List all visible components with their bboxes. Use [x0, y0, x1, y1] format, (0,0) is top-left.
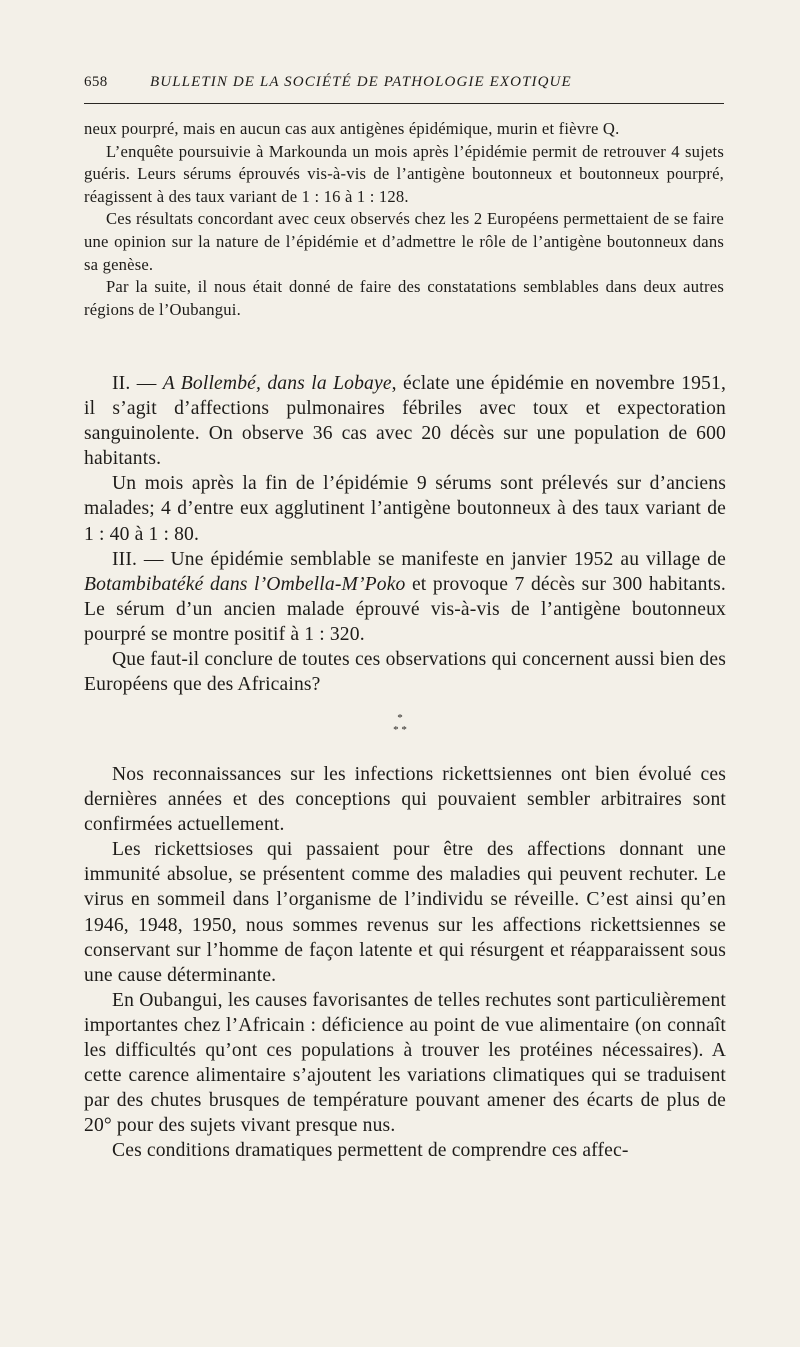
section-3-paragraph: [84, 547, 726, 647]
section-2-place: A Bollembé, dans la Lobaye: [162, 373, 392, 394]
separator-bottom: * *: [393, 724, 407, 736]
paragraph: Par la suite, il nous était donné de faire des constatations semblables dans deux autres régions de l’Oubangui.: [84, 277, 724, 319]
page-number: 658: [84, 74, 108, 90]
paragraph: Les rickettsioses qui passaient pour être des affections donnant une immunité absolue, se présentent comme des maladies qui peuvent rechuter. Le virus en sommeil dans l’organisme de l’individu se réveille. C’est ainsi qu’en 1946, 1948, 1950, nous sommes revenus sur les affections rickettsiennes se conservant sur l’homme de façon latente et qui résurgent et réapparaissent sous une cause déterminante.: [84, 839, 726, 986]
paragraph: Nos reconnaissances sur les infections rickettsiennes ont bien évolué ces dernières années et des conceptions qui pouvaient sembler arbitraires sont confirmées actuellement.: [84, 764, 726, 836]
section-2-lead: II. —: [112, 373, 163, 394]
paragraph: En Oubangui, les causes favorisantes de telles rechutes sont particulièrement importantes chez l’Africain : déficience au point de vue alimentaire (on connaît les difficultés qu’ont ces populations à trouver les protéines nécessaires). A cette carence alimentaire s’ajoutent les variations climatiques qui se traduisent par des chutes brusques de température pouvant amener des écarts de plus de 20° pour des sujets vivant presque nus.: [84, 989, 726, 1137]
running-header: [84, 74, 724, 98]
section-3-place: Botambibatéké dans l’Ombella-M’Poko: [84, 573, 406, 595]
journal-title: BULLETIN DE LA SOCIÉTÉ DE PATHOLOGIE EXOTIQUE: [150, 74, 572, 90]
section-separator: [380, 712, 420, 742]
paragraph: Un mois après la fin de l’épidémie 9 sérums sont prélevés sur d’anciens malades; 4 d’entre eux agglutinent l’antigène boutonneux à des taux variant de 1 : 40 à 1 : 80.: [84, 473, 726, 545]
paragraph: Ces conditions dramatiques permettent de comprendre ces affec-: [112, 1140, 629, 1162]
separator-top: *: [397, 712, 403, 724]
header-rule: [84, 103, 724, 104]
paragraph: L’enquête poursuivie à Markounda un mois après l’épidémie permit de retrouver 4 sujets guéris. Leurs sérums éprouvés vis-à-vis de l’antigène boutonneux et boutonneux pourpré, réagissent à des taux variant de 1 : 16 à 1 : 128.: [84, 141, 724, 206]
observations-block: [84, 371, 726, 697]
section-2-text: , éclate une épidémie en novembre 1951, il s’agit d’affections pulmonaires fébriles avec toux et expectoration sanguinolente. On observe 36 cas avec 20 décès sur une population de 600 habitants.: [84, 373, 726, 470]
paragraph: neux pourpré, mais en aucun cas aux antigènes épidémique, murin et fièvre Q.: [84, 119, 620, 138]
section-3-text: et provoque 7 décès sur 300 habitants. Le sérum d’un ancien malade éprouvé vis-à-vis de l’antigène boutonneux pourpré se montre positif à 1 : 320.: [84, 573, 726, 645]
paragraph: Ces résultats concordant avec ceux observés chez les 2 Européens permettaient de se faire une opinion sur la nature de l’épidémie et d’admettre le rôle de l’antigène boutonneux dans sa genèse.: [84, 209, 724, 274]
conclusion-block: [84, 762, 726, 1164]
section-2-paragraph: [84, 371, 726, 471]
paragraph: Que faut-il conclure de toutes ces observations qui concernent aussi bien des Européens que des Africains?: [84, 649, 726, 696]
small-text-block: [84, 118, 724, 321]
section-3-lead: III. — Une épidémie semblable se manifeste en janvier 1952 au village de: [112, 548, 726, 570]
